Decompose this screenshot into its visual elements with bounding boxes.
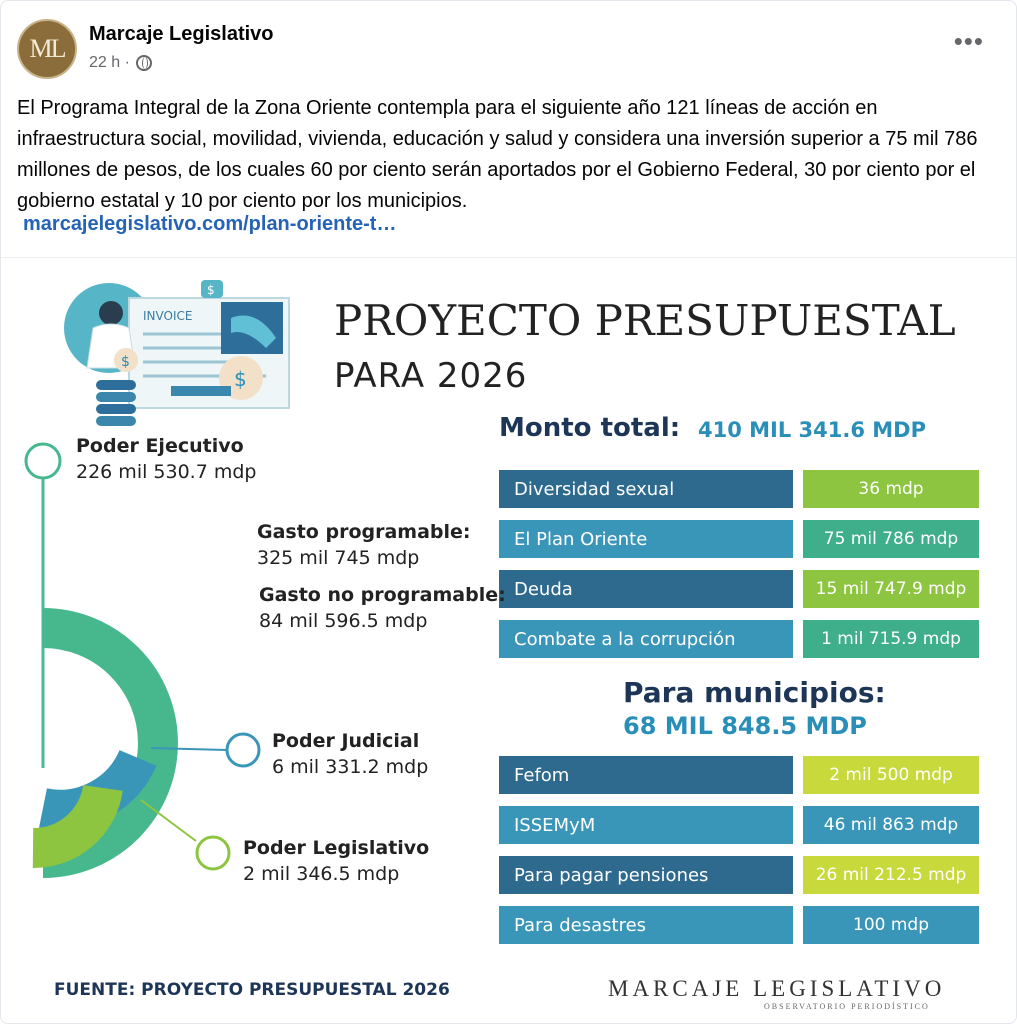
- ejecutivo-label: [76, 433, 256, 485]
- row-label: ISSEMyM: [499, 806, 793, 844]
- svg-text:$: $: [121, 354, 130, 370]
- brand-subtitle: OBSERVATORIO PERIODÍSTICO: [764, 1002, 930, 1011]
- gasto-programable-label: [257, 519, 471, 571]
- row-value: 26 mil 212.5 mdp: [803, 856, 979, 894]
- globe-icon: [136, 55, 152, 71]
- row-value: 1 mil 715.9 mdp: [803, 620, 979, 658]
- judicial-title: Poder Judicial: [272, 730, 420, 752]
- gasto-programable-title: Gasto programable:: [257, 521, 471, 543]
- post-body-text: El Programa Integral de la Zona Oriente contempla para el siguiente año 121 líneas de acción en infraestructura social, movilidad, vivienda, educación y salud y considera una inversión superior a 75 mil 786 millones de pesos, de los cuales 60 por ciento serán aportados por el Gobierno Federal, 30 por ciento por el gobierno estatal y 10 por ciento por los municipios.: [17, 97, 978, 212]
- svg-text:$: $: [234, 367, 247, 391]
- municipios-value: 68 MIL 848.5 MDP: [623, 712, 867, 740]
- invoice-text: INVOICE: [143, 309, 193, 323]
- judicial-value: 6 mil 331.2 mdp: [272, 756, 429, 778]
- row-label: El Plan Oriente: [499, 520, 793, 558]
- legislativo-value: 2 mil 346.5 mdp: [243, 863, 400, 885]
- avatar[interactable]: ML: [17, 19, 77, 79]
- municipios-label: Para municipios:: [623, 676, 886, 709]
- brand-logo-text: MARCAJE LEGISLATIVO: [608, 976, 946, 1001]
- row-label: Fefom: [499, 756, 793, 794]
- row-value: 15 mil 747.9 mdp: [803, 570, 979, 608]
- row-value: 2 mil 500 mdp: [803, 756, 979, 794]
- row-value: 75 mil 786 mdp: [803, 520, 979, 558]
- post-time[interactable]: 22 h ·: [89, 54, 130, 71]
- legislativo-title: Poder Legislativo: [243, 837, 430, 859]
- row-label: Para pagar pensiones: [499, 856, 793, 894]
- ejecutivo-title: Poder Ejecutivo: [76, 435, 244, 457]
- gasto-programable-value: 325 mil 745 mdp: [257, 547, 420, 569]
- more-horizontal-icon[interactable]: •••: [953, 26, 984, 56]
- ejecutivo-value: 226 mil 530.7 mdp: [76, 461, 257, 483]
- row-label: Para desastres: [499, 906, 793, 944]
- gasto-no-programable-title: Gasto no programable:: [259, 584, 506, 606]
- monto-total-label: Monto total:: [499, 413, 681, 443]
- monto-total-value: 410 MIL 341.6 MDP: [698, 418, 927, 442]
- budget-arc-diagram: [1, 428, 281, 948]
- invoice-illustration: [51, 268, 351, 443]
- row-value: 36 mdp: [803, 470, 979, 508]
- legislativo-label: [243, 835, 429, 887]
- row-label: Diversidad sexual: [499, 470, 793, 508]
- judicial-label: [272, 728, 428, 780]
- gasto-no-programable-value: 84 mil 596.5 mdp: [259, 610, 428, 632]
- gasto-no-programable-label: [259, 582, 506, 634]
- infographic-title: PROYECTO PRESUPUESTAL: [334, 296, 956, 345]
- row-label: Combate a la corrupción: [499, 620, 793, 658]
- infographic-subtitle: PARA 2026: [334, 356, 528, 396]
- row-label: Deuda: [499, 570, 793, 608]
- author-name[interactable]: Marcaje Legislativo: [89, 23, 274, 45]
- row-value: 100 mdp: [803, 906, 979, 944]
- post-meta: [89, 54, 152, 72]
- infographic-image[interactable]: [1, 257, 1017, 1024]
- svg-text:$: $: [207, 283, 215, 297]
- post-header: [17, 17, 1000, 81]
- row-value: 46 mil 863 mdp: [803, 806, 979, 844]
- post-link[interactable]: marcajelegislativo.com/plan-oriente-t…: [23, 213, 397, 235]
- source-note: FUENTE: PROYECTO PRESUPUESTAL 2026: [54, 980, 450, 1000]
